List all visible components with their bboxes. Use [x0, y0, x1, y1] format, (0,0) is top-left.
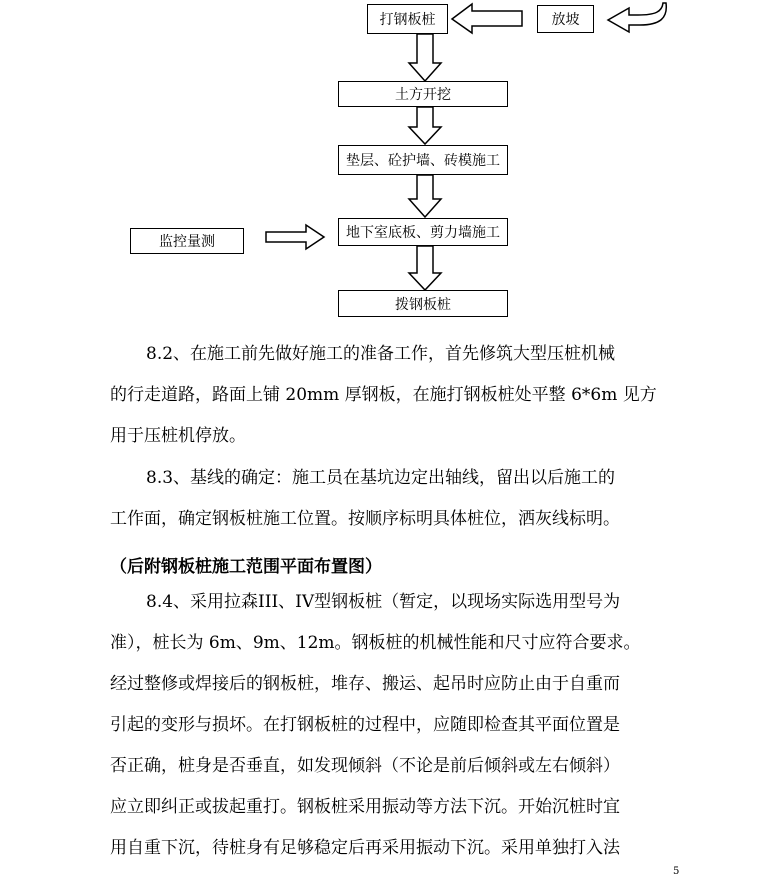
paragraph-8-3: [110, 458, 670, 540]
paragraph-8-2: [110, 334, 670, 457]
paragraph-line: 8.4、采用拉森III、IV型钢板桩（暂定，以现场实际选用型号为: [146, 592, 621, 612]
down-arrow-icon: [409, 246, 441, 290]
paragraph-line: 用于压桩机停放。: [110, 426, 246, 446]
paragraph-line: 引起的变形与损坏。在打钢板桩的过程中，应随即检查其平面位置是: [110, 715, 620, 735]
step-label: 监控量测: [159, 234, 215, 250]
paragraph-line: 8.2、在施工前先做好施工的准备工作，首先修筑大型压桩机械: [146, 344, 616, 364]
step-basement-slab: [338, 218, 508, 246]
left-arrow-icon: [452, 4, 522, 33]
step-label: 垫层、砼护墙、砖模施工: [346, 153, 500, 169]
paragraph-line: 8.3、基线的确定：施工员在基坑边定出轴线，留出以后施工的: [146, 468, 616, 488]
step-excavation: [338, 81, 508, 107]
step-drive-piles: [367, 4, 448, 34]
step-label: 拨钢板桩: [395, 296, 451, 313]
paragraph-line: 准），桩长为 6m、9m、12m。钢板桩的机械性能和尺寸应符合要求。: [110, 633, 641, 653]
step-extract-piles: [338, 290, 508, 317]
paragraph-line: 的行走道路，路面上铺 20mm 厚钢板，在施打钢板桩处平整 6*6m 见方: [110, 385, 657, 405]
step-slope: [537, 5, 594, 33]
right-arrow-icon: [266, 225, 324, 249]
paragraph-line: 用自重下沉，待桩身有足够稳定后再采用振动下沉。采用单独打入法: [110, 838, 620, 858]
step-monitoring: [130, 228, 244, 254]
paragraph-line: 否正确，桩身是否垂直，如发现倾斜（不论是前后倾斜或左右倾斜）: [110, 756, 620, 776]
down-arrow-icon: [409, 34, 441, 81]
paragraph-line: 工作面，确定钢板桩施工位置。按顺序标明具体桩位，洒灰线标明。: [110, 509, 620, 529]
page-number: 5: [673, 866, 680, 877]
step-cushion-wall-formwork: [338, 145, 508, 175]
step-label: 地下室底板、剪力墙施工: [346, 225, 500, 241]
step-label: 土方开挖: [395, 87, 451, 103]
down-arrow-icon: [409, 175, 441, 217]
paragraph-line: 应立即纠正或拔起重打。钢板桩采用振动等方法下沉。开始沉桩时宜: [110, 797, 620, 817]
step-label: 放坡: [551, 12, 580, 28]
curved-arrow-icon: [608, 3, 666, 32]
paragraph-line: 经过整修或焊接后的钢板桩，堆存、搬运、起吊时应防止由于自重而: [110, 674, 620, 694]
paragraph-8-4: [110, 582, 670, 869]
appendix-heading: （后附钢板桩施工范围平面布置图）: [110, 557, 382, 577]
down-arrow-icon: [409, 107, 441, 144]
step-label: 打钢板桩: [379, 12, 436, 28]
